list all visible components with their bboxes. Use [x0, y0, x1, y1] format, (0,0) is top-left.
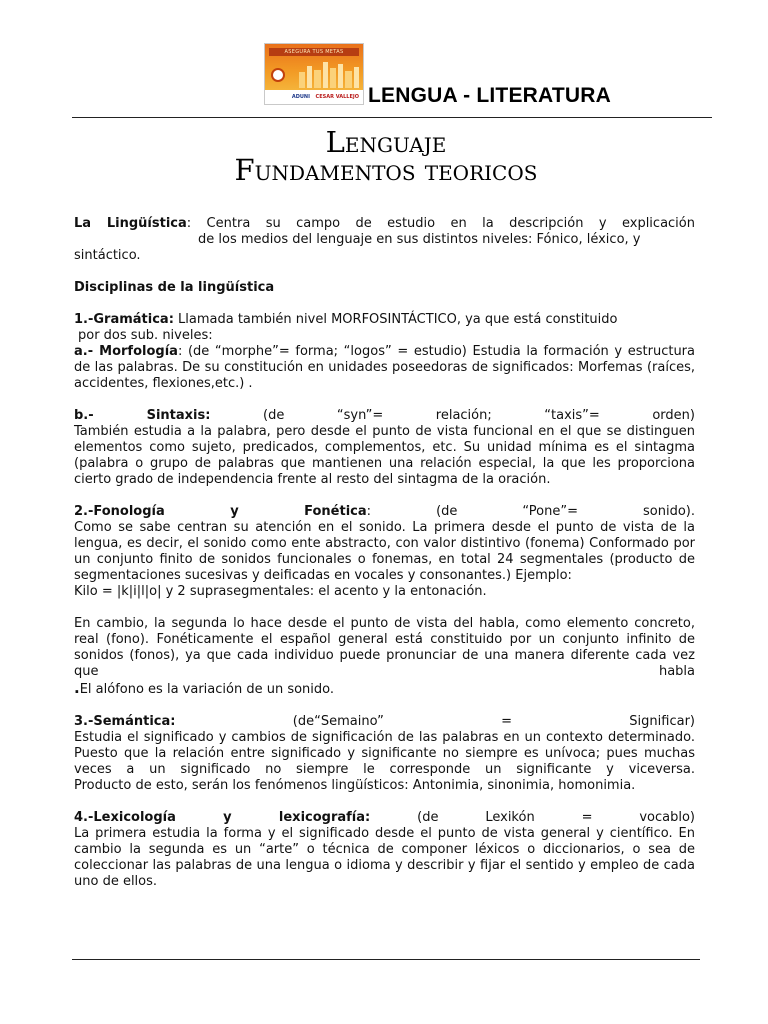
- fonologia-etymology: : (de “Pone”= sonido).: [366, 504, 695, 519]
- fonetica-paragraph: [74, 616, 695, 698]
- intro-line3: sintáctico.: [74, 248, 141, 263]
- fonetica-last: El alófono es la variación de un sonido.: [79, 682, 335, 697]
- gramatica-text-2: por dos sub. niveles:: [78, 328, 213, 343]
- semantica-text: Estudia el significado y cambios de significación de las palabras en un contexto determinado. Puesto que la relación entre significado y significante no siempre es unívoca; pues muchas veces a un significado no siempre le corresponde un significante y viceversa.: [74, 730, 695, 777]
- page-title-line2: Fundamentos teoricos: [234, 153, 538, 187]
- sintaxis-text: También estudia a la palabra, pero desde el punto de vista funcional en el que se distinguen elementos como sujeto, predicados, complementos, etc. Su unidad mínima es el sintagma (palabra o grupo de palabras que mantienen una relación especial, la que les proporciona cierto grado de independencia frente al resto del sintagma de la oración.: [74, 424, 695, 487]
- logo-city-skyline-icon: [297, 58, 361, 88]
- logo-brand-aduni: ADUNI: [291, 94, 310, 100]
- gramatica-text: Llamada también nivel MORFOSINTÁCTICO, ya que está constituido: [173, 312, 618, 327]
- lexicologia-heading: 4.-Lexicología y lexicografía:: [74, 810, 371, 825]
- logo-emblem-icon: [271, 68, 285, 82]
- document-body: [74, 216, 695, 906]
- lexicologia-paragraph: [74, 810, 695, 890]
- morfologia-text: : (de “morphe”= forma; “logos” = estudio) Estudia la formación y estructura de las palabras. De su constitución en unidades poseedoras de significados: Morfemas (raíces, accidentes, flexiones,etc.) .: [74, 344, 695, 391]
- fonologia-paragraph: [74, 504, 695, 600]
- sintaxis-paragraph: [74, 408, 695, 488]
- footer-divider: [72, 959, 700, 960]
- fonetica-text: En cambio, la segunda lo hace desde el punto de vista del habla, como elemento concreto, real (fono). Fonéticamente el español general está constituido por un conjunto infinito de sonidos (fonos), ya que cada individuo puede pronunciar de una manera diferente cada vez que habla: [74, 616, 695, 679]
- intro-term: La Lingüística: [74, 216, 187, 231]
- semantica-etymology: (de“Semaino” = Significar): [175, 714, 695, 729]
- semantica-last: Producto de esto, serán los fenómenos lingüísticos: Antonimia, sinonimia, homonimia.: [74, 778, 636, 793]
- lexicologia-text: La primera estudia la forma y el significado desde el punto de vista general y científico. En cambio la segunda es un “arte” o técnica de componer léxicos o diccionarios, o sea de coleccionar las palabras de una lengua o idioma y describir y fijar el sentido y empleo de cada uno de ellos.: [74, 826, 695, 889]
- logo-brand-vallejo: CESAR VALLEJO: [315, 94, 359, 100]
- disciplines-heading: Disciplinas de la lingüística: [74, 280, 275, 295]
- school-logo: [264, 43, 364, 105]
- semantica-paragraph: [74, 714, 695, 794]
- page-title-line1: Lenguaje: [325, 125, 447, 159]
- logo-band-text: ASEGURA TUS METAS: [269, 48, 359, 56]
- intro-paragraph: [74, 216, 695, 264]
- semantica-heading: 3.-Semántica:: [74, 714, 176, 729]
- fonetica-dot: .: [74, 679, 80, 697]
- sintaxis-etymology: (de “syn”= relación; “taxis”= orden): [210, 408, 695, 423]
- gramatica-paragraph: [74, 312, 695, 344]
- fonologia-heading: 2.-Fonología y Fonética: [74, 504, 367, 519]
- gramatica-heading: 1.-Gramática:: [74, 312, 174, 327]
- fonologia-example: Kilo = |k|i|l|o| y 2 suprasegmentales: el acento y la entonación.: [74, 584, 487, 599]
- sintaxis-heading: b.- Sintaxis:: [74, 408, 211, 423]
- morfologia-paragraph: [74, 344, 695, 392]
- morfologia-heading: a.- Morfología: [74, 344, 178, 359]
- logo-footer: [265, 90, 363, 104]
- page-title: [72, 125, 700, 187]
- header-divider: [72, 117, 712, 118]
- intro-line1: : Centra su campo de estudio en la descripción y explicación: [186, 216, 695, 231]
- lexicologia-etymology: (de Lexikón = vocablo): [370, 810, 696, 825]
- subject-title: LENGUA - LITERATURA: [368, 84, 611, 107]
- intro-line2: de los medios del lenguaje en sus distintos niveles: Fónico, léxico, y: [198, 232, 641, 247]
- fonologia-text: Como se sabe centran su atención en el sonido. La primera desde el punto de vista de la lengua, es decir, el sonido como ente abstracto, con valor distintivo (fonema) Conformado por un conjunto finito de sonidos funcionales o fonemas, en total 24 segmentales (producto de segmentaciones sucesivas y deificadas en vocales y consonantes.) Ejemplo:: [74, 520, 695, 583]
